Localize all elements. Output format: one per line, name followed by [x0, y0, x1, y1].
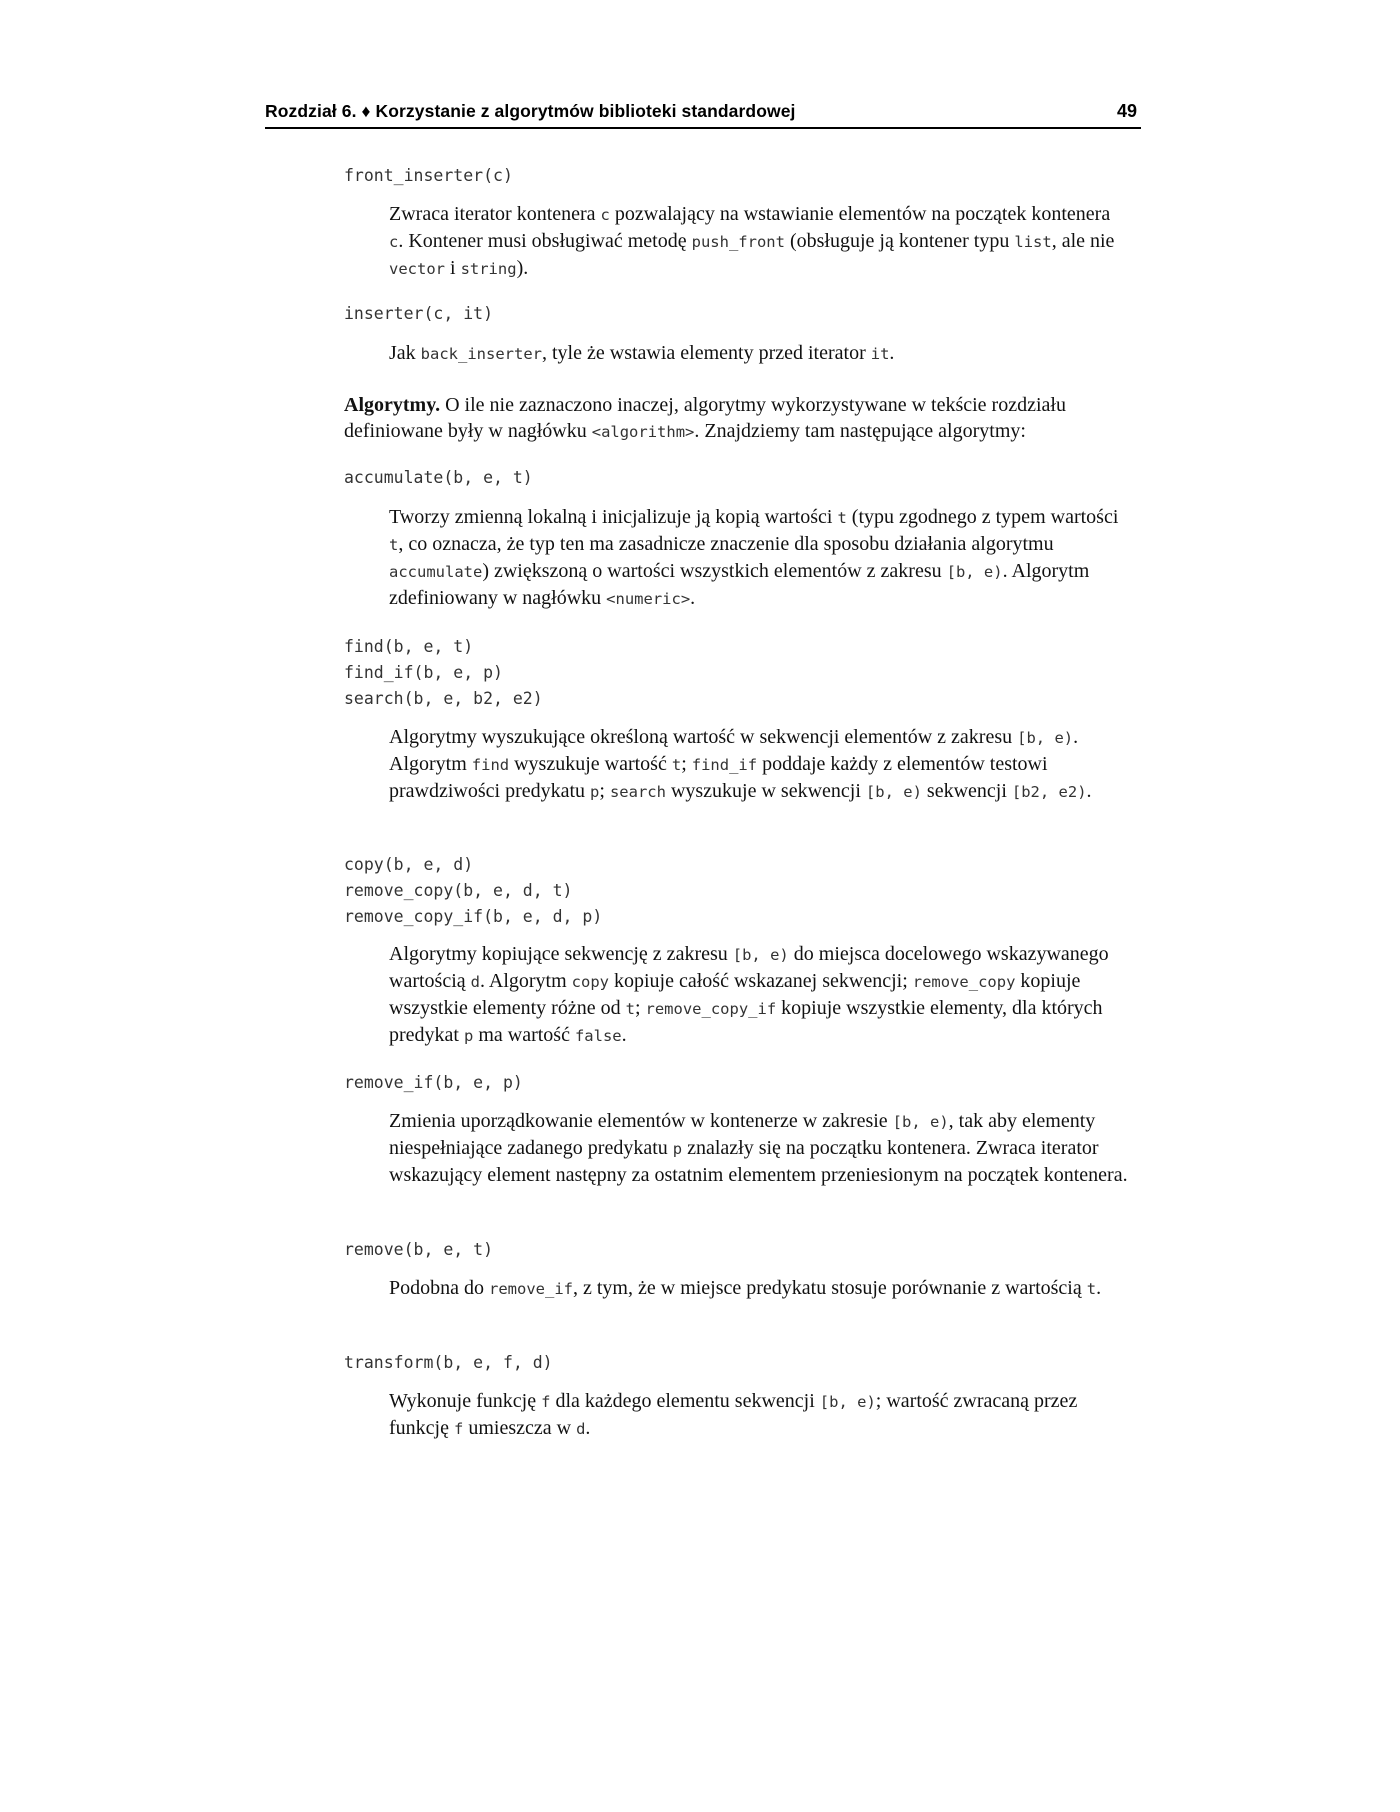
signature-find-if: find_if(b, e, p) — [344, 663, 503, 682]
signature-remove-copy: remove_copy(b, e, d, t) — [344, 881, 573, 900]
description-transform: Wykonuje funkcję f dla każdego elementu sekwencji [b, e); wartość zwracaną przez funkcję f umieszcza w d. — [389, 1390, 1078, 1439]
signature-remove-if: remove_if(b, e, p) — [344, 1073, 523, 1092]
description-remove: Podobna do remove_if, z tym, że w miejsce predykatu stosuje porównanie z wartością t. — [389, 1277, 1102, 1299]
signature-front-inserter: front_inserter(c) — [344, 166, 513, 185]
description-inserter: Jak back_inserter, tyle że wstawia elementy przed iterator it. — [389, 342, 895, 364]
signature-copy: copy(b, e, d) — [344, 855, 474, 874]
signature-find: find(b, e, t) — [344, 637, 474, 656]
description-accumulate: Tworzy zmienną lokalną i inicjalizuje ją kopią wartości t (typu zgodnego z typem wartości t, co oznacza, że typ ten ma zasadnicze znaczenie dla sposobu działania algorytmu accumulate) zwiększoną o wartości wszystkich elementów z zakresu [b, e). Algorytm zdefiniowany w nagłówku <numeric>. — [389, 506, 1119, 609]
description-remove-if: Zmienia uporządkowanie elementów w kontenerze w zakresie [b, e), tak aby elementy niespełniające zadanego predykatu p znalazły się na początku kontenera. Zwraca iterator wskazujący element następny za ostatnim elementem przeniesionym na początek kontenera. — [389, 1110, 1128, 1186]
signature-remove: remove(b, e, t) — [344, 1240, 494, 1259]
algorithms-intro-paragraph: Algorytmy. O ile nie zaznaczono inaczej, algorytmy wykorzystywane w tekście rozdziału definiowane były w nagłówku <algorithm>. Znajdziemy tam następujące algorytmy: — [344, 394, 1066, 442]
signature-remove-copy-if: remove_copy_if(b, e, d, p) — [344, 907, 603, 926]
signature-accumulate: accumulate(b, e, t) — [344, 468, 533, 487]
signature-search: search(b, e, b2, e2) — [344, 689, 543, 708]
signature-transform: transform(b, e, f, d) — [344, 1353, 553, 1372]
description-front-inserter: Zwraca iterator kontenera c pozwalający na wstawianie elementów na początek kontenera c. Kontener musi obsługiwać metodę push_front (obsługuje ją kontener typu list, ale nie vector i string). — [389, 203, 1115, 279]
description-copy: Algorytmy kopiujące sekwencję z zakresu [b, e) do miejsca docelowego wskazywanego wartością d. Algorytm copy kopiuje całość wskazanej sekwencji; remove_copy kopiuje wszystkie elementy różne od t; remove_copy_if kopiuje wszystkie elementy, dla których predykat p ma wartość false. — [389, 943, 1109, 1046]
description-find: Algorytmy wyszukujące określoną wartość w sekwencji elementów z zakresu [b, e). Algorytm find wyszukuje wartość t; find_if poddaje każdy z elementów testowi prawdziwości predykatu p; search wyszukuje w sekwencji [b, e) sekwencji [b2, e2). — [389, 726, 1092, 802]
running-header — [265, 95, 1141, 129]
signature-inserter: inserter(c, it) — [344, 304, 494, 323]
page-number: 49 — [1116, 101, 1137, 121]
chapter-title: Rozdział 6. ♦ Korzystanie z algorytmów biblioteki standardowej — [265, 101, 796, 121]
